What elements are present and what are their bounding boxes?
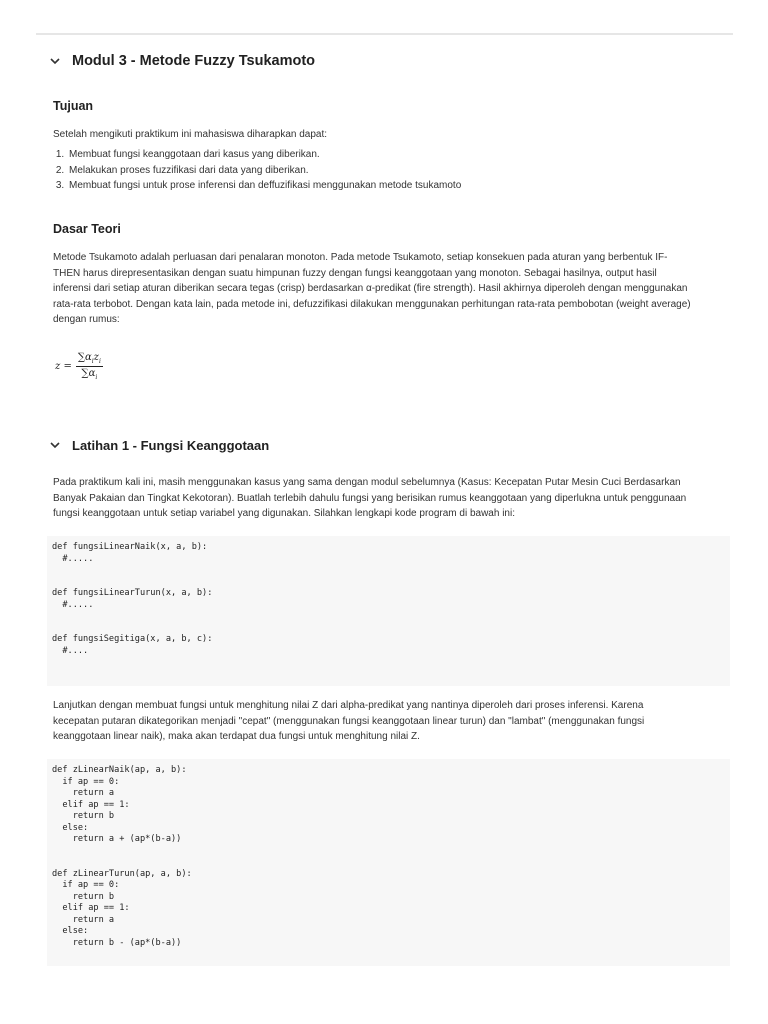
latihan-paragraph-1: [53, 475, 723, 522]
list-item: 2. Melakukan proses fuzzifikasi dari data yang diberikan.: [67, 163, 461, 179]
paragraph-line: rata-rata terbobot. Dengan kata lain, pada metode ini, defuzzifikasi dilakukan menggunakan perhitungan rata-rata pembobotan (weight average): [53, 298, 691, 310]
list-item: 1. Membuat fungsi keanggotaan dari kasus yang diberikan.: [67, 147, 461, 163]
paragraph-line: dengan rumus:: [53, 314, 120, 326]
tujuan-heading: Tujuan: [53, 99, 94, 113]
paragraph-line: fungsi keanggotaan untuk setiap variabel yang digunakan. Silahkan lengkapi kode program di bawah ini:: [53, 508, 515, 520]
paragraph-line: inferensi dari setiap aturan diberikan secara tegas (crisp) berdasarkan α-predikat (fire strength). Hasil akhirnya diperoleh dengan menggunakan: [53, 283, 688, 295]
latihan-paragraph-2: [53, 698, 723, 745]
tujuan-list: [53, 147, 461, 194]
formula-denominator: $\sum\alpha_i$: [81, 368, 98, 381]
formula-lhs: z =: [55, 361, 72, 372]
latihan-title: Latihan 1 - Fungsi Keanggotaan: [72, 438, 270, 453]
tsukamoto-formula: [55, 352, 103, 381]
tujuan-intro: Setelah mengikuti praktikum ini mahasiswa diharapkan dapat:: [53, 129, 328, 140]
latihan-header[interactable]: [48, 438, 269, 453]
code-block-z-functions[interactable]: def zLinearNaik(ap, a, b): if ap == 0: return a elif ap == 1: return b else: return a + (ap*(b-a)) def zLinearTurun(ap, a, b): if ap == 0: return b elif ap == 1: return a else: return b - (ap*(b-a)): [47, 759, 730, 966]
paragraph-line: Banyak Pakaian dan Tingkat Kekotoran). Buatlah terlebih dahulu fungsi yang berisikan rumus keanggotaan yang diperlukna untuk penggunaan: [53, 492, 687, 504]
paragraph-line: Pada praktikum kali ini, masih menggunakan kasus yang sama dengan modul sebelumnya (Kasus: Kecepatan Putar Mesin Cuci Berdasarkan: [53, 477, 681, 488]
chevron-down-icon[interactable]: [48, 54, 62, 68]
paragraph-line: THEN harus direpresentasikan dengan suatu himpunan fuzzy dengan fungsi keanggotaan yang monoton. Sebagai hasilnya, output hasil: [53, 267, 657, 279]
code-block-membership[interactable]: def fungsiLinearNaik(x, a, b): #..... def fungsiLinearTurun(x, a, b): #..... def fungsiSegitiga(x, a, b, c): #....: [47, 536, 730, 686]
chevron-down-icon[interactable]: [48, 439, 62, 453]
list-item: 3. Membuat fungsi untuk prose inferensi dan deffuzifikasi menggunakan metode tsukamoto: [67, 178, 461, 194]
paragraph-line: Metode Tsukamoto adalah perluasan dari penalaran monoton. Pada metode Tsukamoto, setiap konsekuen pada aturan yang berbentuk IF-: [53, 252, 668, 263]
formula-fraction: [76, 352, 103, 381]
module-title: Modul 3 - Metode Fuzzy Tsukamoto: [72, 53, 316, 69]
dasar-teori-heading: Dasar Teori: [53, 222, 121, 236]
paragraph-line: Lanjutkan dengan membuat fungsi untuk menghitung nilai Z dari alpha-predikat yang nantinya diperoleh dari proses inferensi. Karena: [53, 700, 644, 711]
dasar-teori-paragraph: [53, 250, 723, 328]
paragraph-line: kecepatan putaran dikategorikan menjadi "cepat" (menggunakan fungsi keanggotaan linear turun) dan "lambat" (menggunakan fungsi: [53, 715, 645, 727]
paragraph-line: keanggotaan linear naik), maka akan terdapat dua fungsi untuk menghitung nilai Z.: [53, 731, 420, 743]
module-header[interactable]: [48, 53, 315, 69]
top-divider: [36, 33, 733, 35]
formula-numerator: $\sum\alpha_iz_i$: [77, 352, 101, 365]
